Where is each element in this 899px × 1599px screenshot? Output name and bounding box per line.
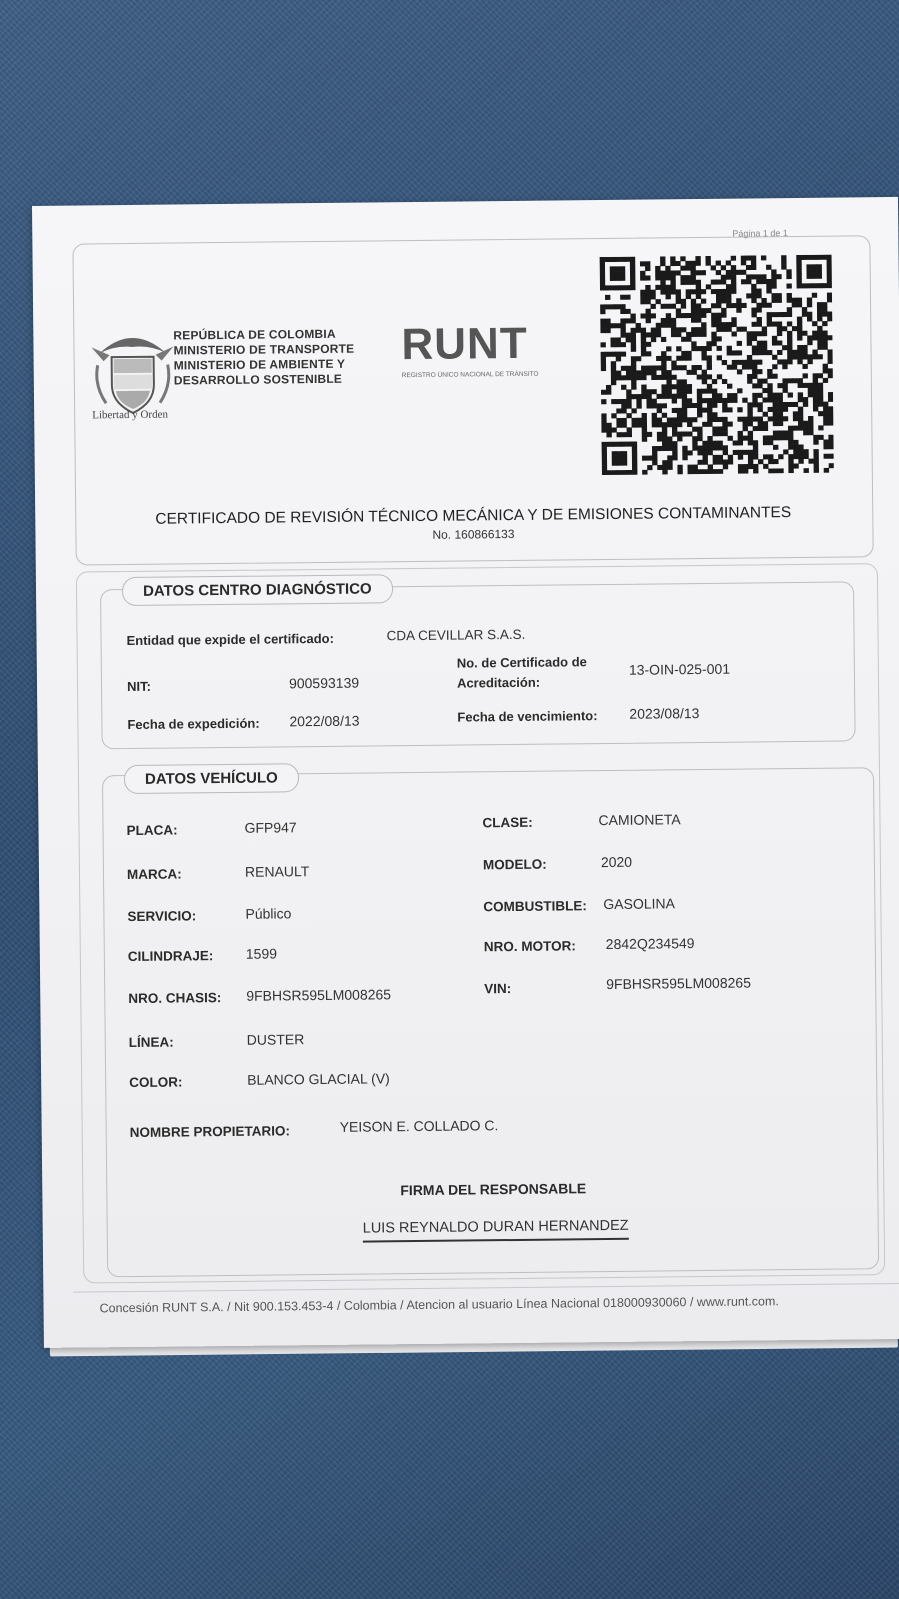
expedicion-value: 2022/08/13 — [289, 712, 360, 730]
footer-text: Concesión RUNT S.A. / Nit 900.153.453-4 / Colombia / Atencion al usuario Línea Nacional 018000930060 / www.runt.com. — [99, 1294, 779, 1316]
clase-label: CLASE: — [482, 814, 533, 831]
centro-section-title: DATOS CENTRO DIAGNÓSTICO — [122, 574, 393, 606]
servicio-value: Público — [245, 905, 292, 922]
modelo-value: 2020 — [600, 853, 633, 871]
footer-divider — [73, 1283, 899, 1293]
nit-label: NIT: — [126, 678, 151, 695]
motor-label: NRO. MOTOR: — [483, 938, 576, 955]
clase-value: CAMIONETA — [598, 811, 681, 829]
ministry-line: MINISTERIO DE TRANSPORTE — [173, 341, 355, 358]
marca-value: RENAULT — [244, 863, 310, 880]
nit-value: 900593139 — [288, 674, 360, 692]
ministry-name — [173, 327, 354, 389]
signature-title: FIRMA DEL RESPONSABLE — [400, 1180, 587, 1199]
marca-label: MARCA: — [126, 866, 182, 883]
expedicion-label: Fecha de expedición: — [127, 715, 260, 733]
certificate-number: No. 160866133 — [432, 526, 515, 542]
modelo-label: MODELO: — [482, 856, 547, 873]
placa-label: PLACA: — [126, 822, 178, 839]
acreditacion-label: Acreditación: — [456, 674, 541, 691]
color-label: COLOR: — [129, 1074, 183, 1091]
signature-name: LUIS REYNALDO DURAN HERNANDEZ — [363, 1218, 629, 1243]
linea-label: LÍNEA: — [128, 1034, 174, 1051]
vencimiento-value: 2023/08/13 — [629, 705, 700, 722]
entidad-value: CDA CEVILLAR S.A.S. — [386, 626, 526, 644]
coat-caption: Libertad y Orden — [92, 408, 169, 422]
acreditacion-label: No. de Certificado de — [456, 654, 587, 671]
runt-logo: RUNT — [401, 318, 528, 370]
combustible-value: GASOLINA — [603, 895, 676, 913]
entidad-label: Entidad que expide el certificado: — [126, 630, 334, 649]
certificate-title: CERTIFICADO DE REVISIÓN TÉCNICO MECÁNICA Y DE EMISIONES CONTAMINANTES — [155, 504, 792, 528]
vin-value: 9FBHSR595LM008265 — [606, 974, 752, 993]
certificate-sheet — [32, 197, 899, 1348]
acreditacion-value: 13-OIN-025-001 — [628, 660, 731, 678]
cilindraje-label: CILINDRAJE: — [127, 948, 214, 965]
servicio-label: SERVICIO: — [127, 908, 197, 925]
propietario-value: YEISON E. COLLADO C. — [339, 1117, 499, 1135]
combustible-label: COMBUSTIBLE: — [483, 898, 587, 915]
cilindraje-value: 1599 — [245, 945, 278, 962]
motor-value: 2842Q234549 — [605, 935, 695, 953]
vencimiento-label: Fecha de vencimiento: — [457, 708, 598, 725]
propietario-label: NOMBRE PROPIETARIO: — [129, 1123, 291, 1141]
qr-code-icon — [600, 255, 834, 475]
ministry-line: REPÚBLICA DE COLOMBIA — [173, 326, 336, 343]
chasis-value: 9FBHSR595LM008265 — [246, 986, 392, 1004]
page-number: Página 1 de 1 — [732, 228, 788, 239]
chasis-label: NRO. CHASIS: — [128, 990, 222, 1007]
vehiculo-section-title: DATOS VEHÍCULO — [124, 763, 299, 794]
linea-value: DUSTER — [246, 1031, 305, 1048]
vehiculo-section — [102, 767, 879, 1277]
ministry-line: MINISTERIO DE AMBIENTE Y — [173, 356, 346, 373]
color-value: BLANCO GLACIAL (V) — [247, 1070, 390, 1088]
runt-subtitle: REGISTRO ÚNICO NACIONAL DE TRÁNSITO — [401, 370, 539, 380]
placa-value: GFP947 — [244, 819, 297, 836]
coat-of-arms-icon — [89, 325, 176, 422]
vin-label: VIN: — [484, 981, 512, 997]
ministry-line: DESARROLLO SOSTENIBLE — [173, 371, 343, 388]
